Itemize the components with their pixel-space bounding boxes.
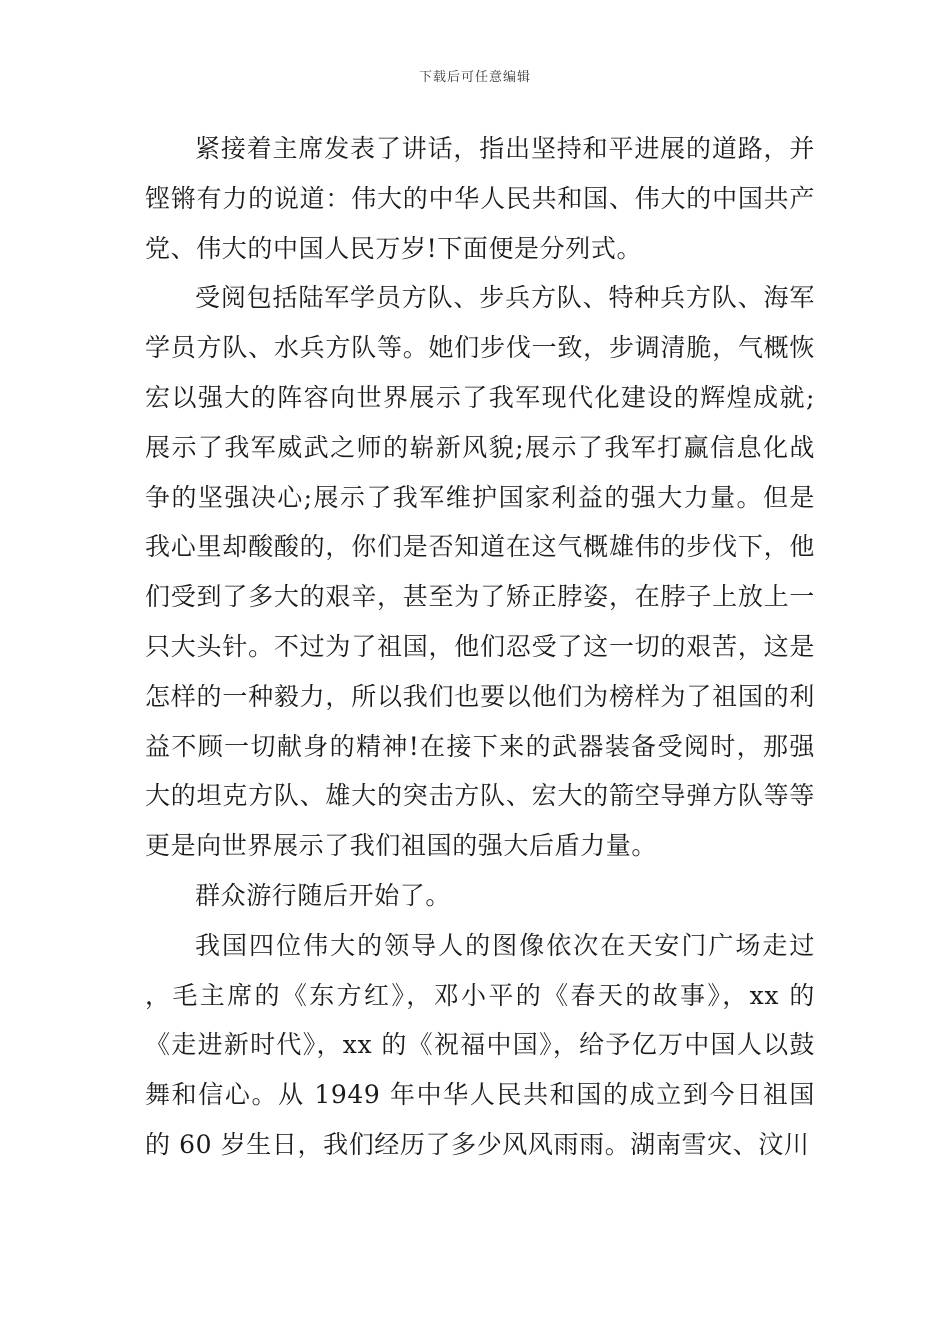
paragraph-mass-parade: 群众游行随后开始了。 bbox=[195, 880, 452, 910]
paragraph-parade-review: 受阅包括陆军学员方队、步兵方队、特种兵方队、海军学员方队、水兵方队等。她们步伐一致，步调清脆，气概恢宏以强大的阵容向世界展示了我军现代化建设的辉煌成就;展示了我军威武之师的崭新风貌;展示了我军打赢信息化战争的坚强决心;展示了我军维护国家利益的强大力量。但是我心里却酸酸的，你们是否知道在这气概雄伟的步伐下，他们受到了多大的艰辛，甚至为了矫正脖姿，在脖子上放上一只大头针。不过为了祖国，他们忍受了这一切的艰苦，这是怎样的一种毅力，所以我们也要以他们为榜样为了祖国的利益不顾一切献身的精神!在接下来的武器装备受阅时，那强大的坦克方队、雄大的突击方队、宏大的箭空导弹方队等等更是向世界展示了我们祖国的强大后盾力量。 bbox=[145, 283, 815, 861]
paragraph-speech: 紧接着主席发表了讲话，指出坚持和平进展的道路，并铿锵有力的说道：伟大的中华人民共和国、伟大的中国共产党、伟大的中国人民万岁!下面便是分列式。 bbox=[145, 134, 815, 263]
document-body bbox=[145, 124, 815, 1170]
page-header: 下载后可任意编辑 bbox=[418, 70, 531, 85]
paragraph-leaders: 我国四位伟大的领导人的图像依次在天安门广场走过 ，毛主席的《东方红》，邓小平的《春天的故事》，xx 的《走进新时代》，xx 的《祝福中国》，给予亿万中国人以鼓舞和信心。从 1949 年中华人民共和国的成立到今日祖国的 60 岁生日，我们经历了多少风风雨雨。湖南雪灾、汶川 bbox=[145, 930, 815, 1159]
